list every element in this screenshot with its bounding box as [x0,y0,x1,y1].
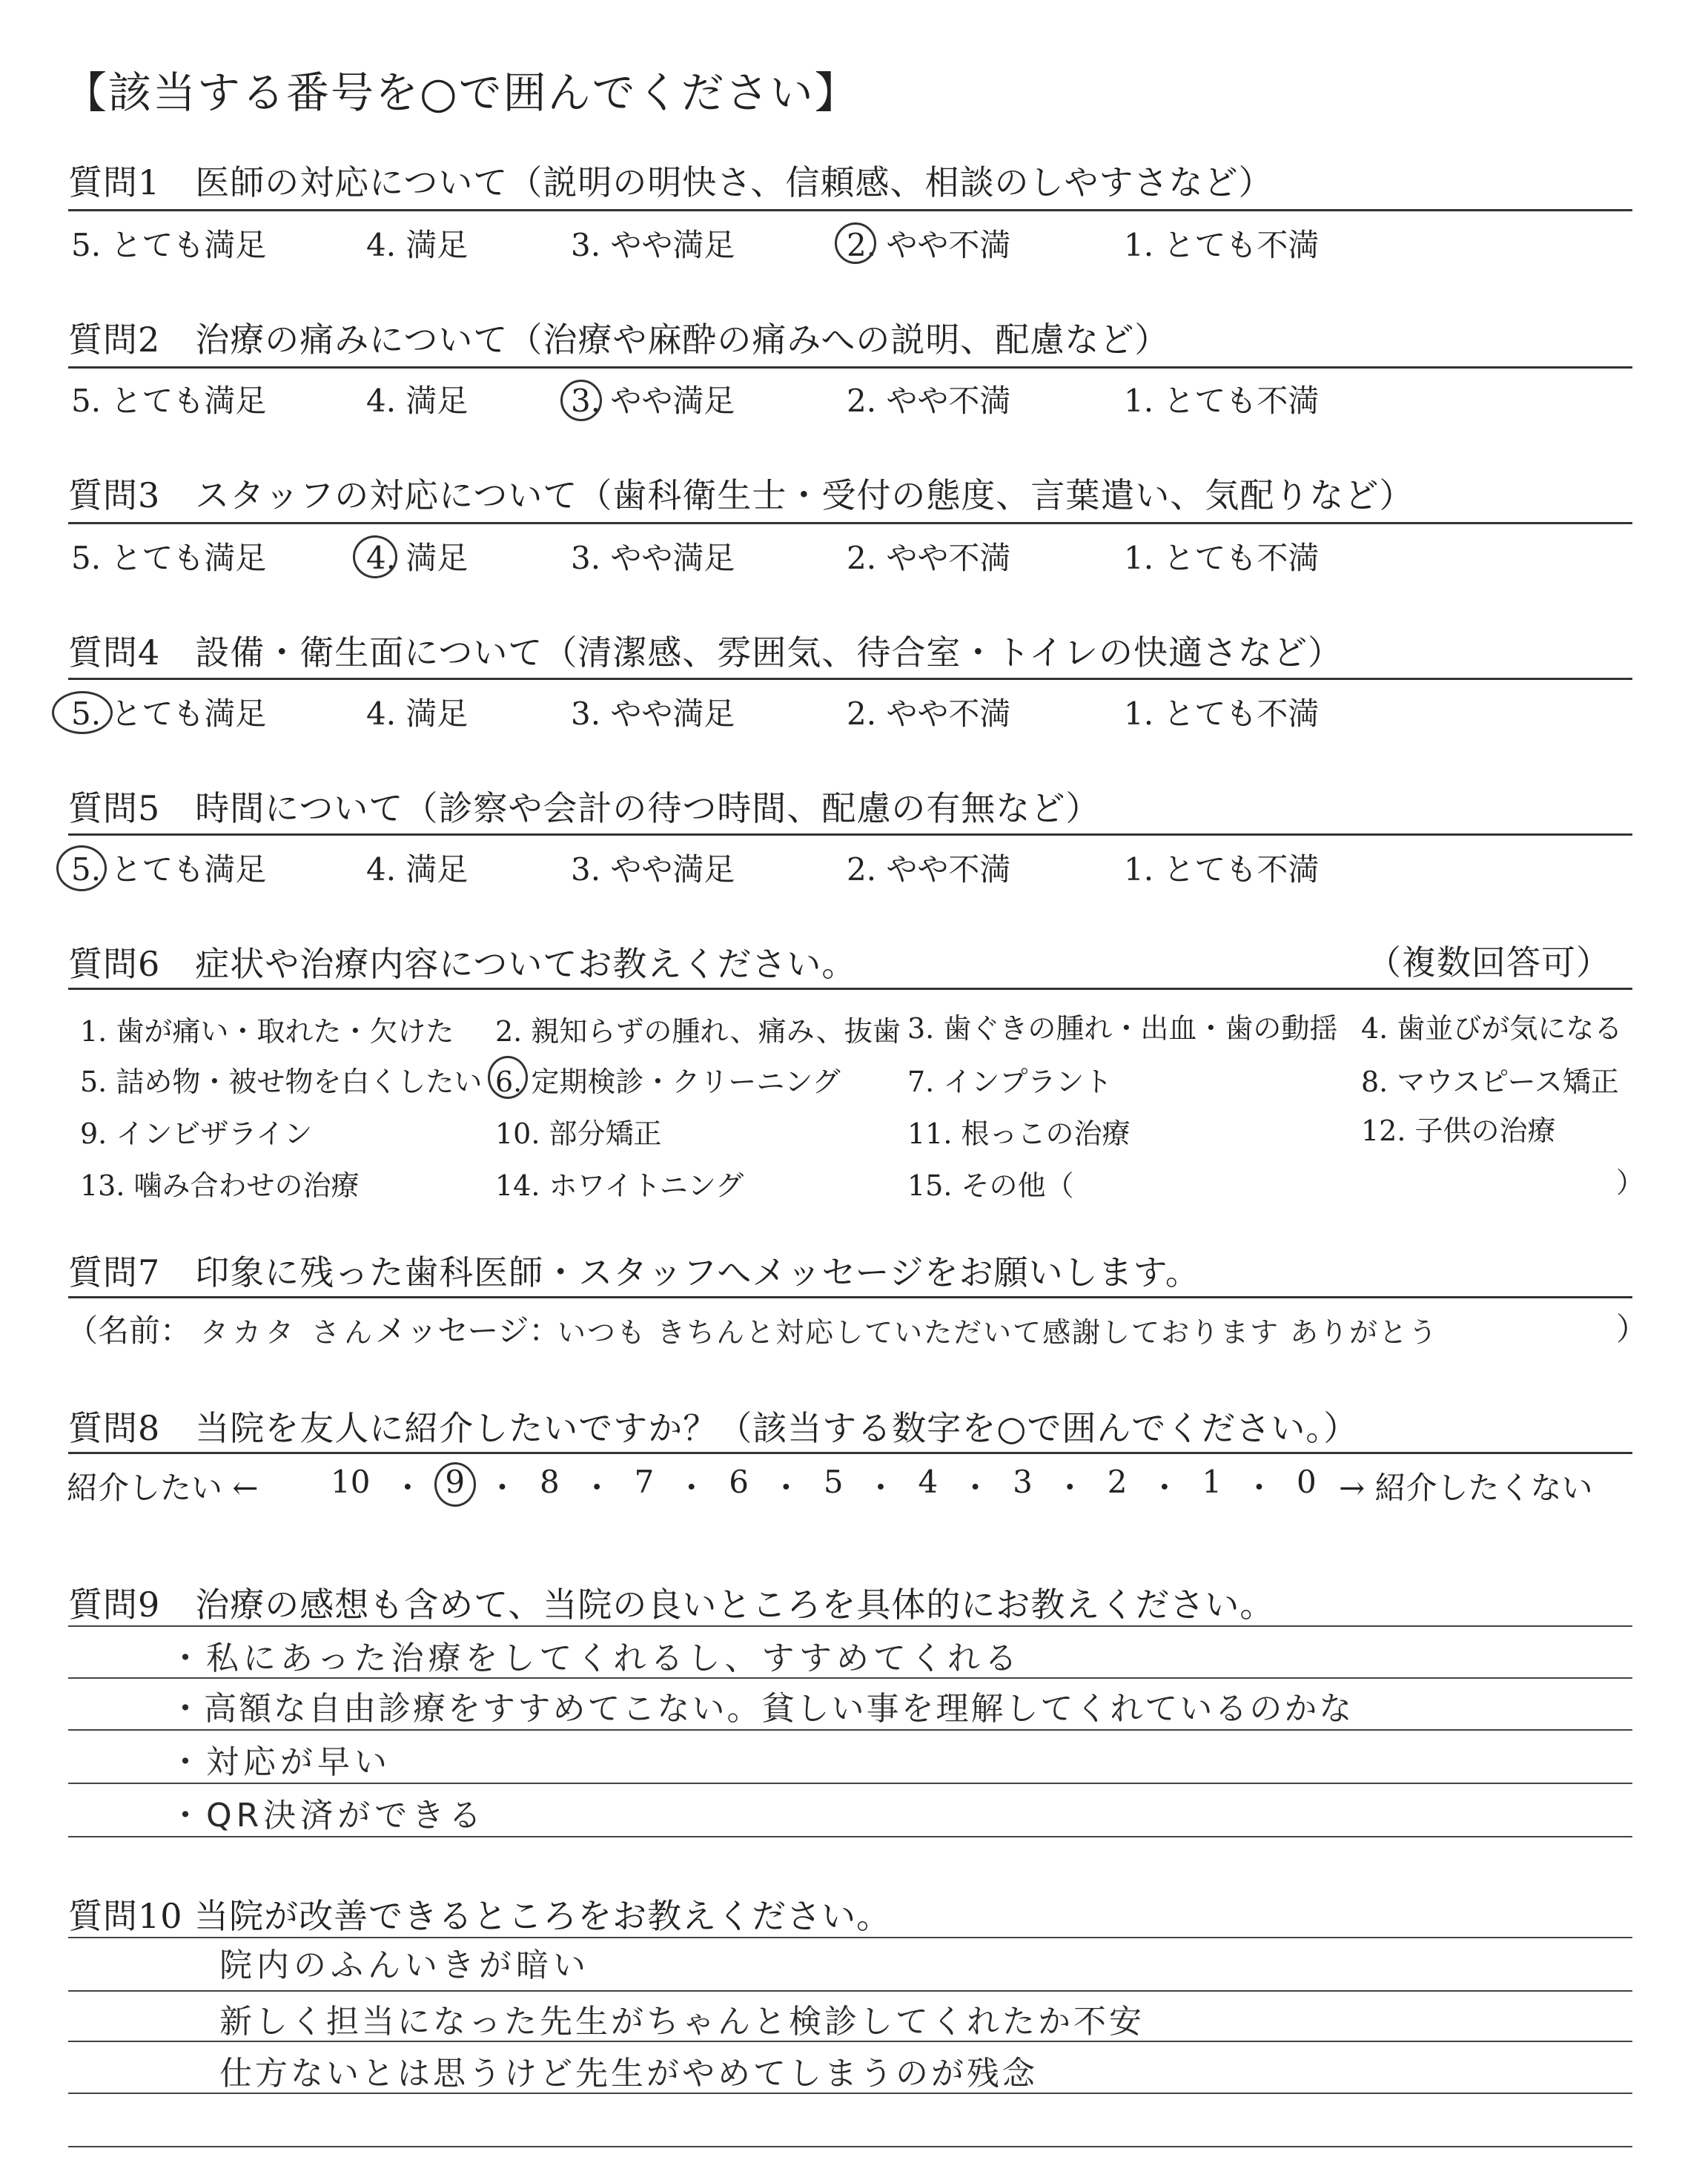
q10-answer-3[interactable]: 仕方ないとは思うけど先生がやめてしまうのが残念 [219,2055,1038,2093]
scale-7[interactable]: 7 [634,1464,655,1500]
q5-option-5[interactable]: 5. とても満足 [71,851,267,888]
q6-option-15[interactable]: 15. その他（ [907,1169,1074,1202]
q6-option-6[interactable]: 6. 定期検診・クリーニング [495,1066,841,1098]
scale-4[interactable]: 4 [918,1464,939,1500]
q4-option-4[interactable]: 4. 満足 [366,696,469,732]
q4-option-2[interactable]: 2. やや不満 [847,696,1011,732]
question-7-label: 質問7 印象に残った歯科医師・スタッフへメッセージをお願いします。 [68,1252,1200,1292]
q6-option-10[interactable]: 10. 部分矯正 [495,1117,662,1150]
selection-circle [52,691,113,734]
q1-option-3[interactable]: 3. やや満足 [571,227,735,263]
divider [68,988,1632,990]
q6-other-close: ） [1616,1166,1645,1199]
message-value[interactable]: いつも きちんと対応していただいて感謝しております ありがとう [557,1316,1439,1349]
scale-dot: ・ [675,1470,707,1506]
question-3-label: 質問3 スタッフの対応について（歯科衛生士・受付の態度、言葉遣い、気配りなど） [68,475,1414,515]
divider [68,209,1632,211]
scale-3[interactable]: 3 [1013,1464,1033,1500]
q6-option-4[interactable]: 4. 歯並びが気になる [1361,1012,1623,1045]
q6-option-3[interactable]: 3. 歯ぐきの腫れ・出血・歯の動揺 [907,1012,1338,1045]
scale-dot: ・ [770,1470,802,1506]
q5-option-2[interactable]: 2. やや不満 [847,851,1011,888]
scale-dot: ・ [865,1470,897,1506]
answer-line [68,1625,1632,1627]
answer-line [68,1783,1632,1784]
q5-option-3[interactable]: 3. やや満足 [571,851,735,888]
q9-answer-1[interactable]: ・私にあった治療をしてくれるし、すすめてくれる [169,1639,1022,1677]
q10-answer-1[interactable]: 院内のふんいきが暗い [219,1946,590,1984]
q1-option-2[interactable]: 2. やや不満 [847,227,1011,263]
question-9-label: 質問9 治療の感想も含めて、当院の良いところを具体的にお教えください。 [68,1585,1275,1625]
divider [68,833,1632,836]
question-1-label: 質問1 医師の対応について（説明の明快さ、信頼感、相談のしやすさなど） [68,162,1274,202]
name-value[interactable]: タカタ さん [200,1316,377,1349]
name-label: （名前： [67,1312,192,1349]
scale-dot: ・ [1054,1470,1086,1506]
question-6-label: 質問6 症状や治療内容についてお教えください。 [68,944,857,984]
scale-dot: ・ [1148,1470,1180,1506]
scale-2[interactable]: 2 [1107,1464,1128,1500]
q6-option-7[interactable]: 7. インプラント [907,1066,1113,1098]
q1-option-5[interactable]: 5. とても満足 [71,227,267,263]
scale-dot: ・ [1243,1470,1275,1506]
scale-6[interactable]: 6 [729,1464,749,1500]
q4-option-1[interactable]: 1. とても不満 [1124,696,1320,732]
answer-line [68,1729,1632,1731]
answer-line [68,1990,1632,1992]
scale-dot: ・ [391,1470,423,1506]
q2-option-2[interactable]: 2. やや不満 [847,383,1011,419]
question-5-label: 質問5 時間について（診察や会計の待つ時間、配慮の有無など） [68,788,1101,828]
divider [68,1296,1632,1298]
scale-1[interactable]: 1 [1202,1464,1222,1500]
selection-circle [434,1462,476,1507]
q3-option-5[interactable]: 5. とても満足 [71,540,267,576]
scale-5[interactable]: 5 [823,1464,844,1500]
q3-option-4[interactable]: 4. 満足 [366,540,469,576]
divider [68,1452,1632,1454]
question-2-label: 質問2 治療の痛みについて（治療や麻酔の痛みへの説明、配慮など） [68,320,1170,360]
q6-option-14[interactable]: 14. ホワイトニング [495,1169,744,1202]
q4-option-3[interactable]: 3. やや満足 [571,696,735,732]
q1-option-4[interactable]: 4. 満足 [366,227,469,263]
message-label: メッセージ： [375,1312,560,1349]
q9-answer-2[interactable]: ・高額な自由診療をすすめてこない。貧しい事を理解してくれているのかな [169,1690,1354,1728]
q3-option-2[interactable]: 2. やや不満 [847,540,1011,576]
scale-0[interactable]: 0 [1296,1464,1317,1500]
recommend-left-label: 紹介したい ← [67,1470,259,1506]
q2-option-5[interactable]: 5. とても満足 [71,383,267,419]
message-close: ） [1616,1311,1648,1347]
q6-option-1[interactable]: 1. 歯が痛い・取れた・欠けた [80,1015,454,1048]
q6-option-2[interactable]: 2. 親知らずの腫れ、痛み、抜歯 [495,1015,901,1048]
answer-line [68,1836,1632,1837]
scale-dot: ・ [959,1470,991,1506]
selection-circle [488,1056,528,1099]
q6-option-13[interactable]: 13. 噛み合わせの治療 [80,1169,360,1202]
selection-circle [560,380,602,421]
q2-option-3[interactable]: 3. やや満足 [571,383,735,419]
scale-dot: ・ [486,1470,518,1506]
recommend-scale [331,1464,1317,1508]
q6-option-5[interactable]: 5. 詰め物・被せ物を白くしたい [80,1066,483,1098]
selection-circle [835,222,876,264]
question-10-label: 質問10 当院が改善できるところをお教えください。 [68,1896,892,1936]
q6-option-9[interactable]: 9. インビザライン [80,1117,313,1150]
q4-option-5[interactable]: 5. とても満足 [71,696,267,732]
q9-answer-4[interactable]: ・QR決済ができる [169,1797,486,1834]
recommend-right-label: → 紹介したくない [1339,1470,1593,1506]
q6-option-11[interactable]: 11. 根っこの治療 [907,1117,1131,1150]
q5-option-1[interactable]: 1. とても不満 [1124,851,1320,888]
q6-option-8[interactable]: 8. マウスピース矯正 [1361,1066,1619,1098]
q9-answer-3[interactable]: ・対応が早い [169,1743,391,1781]
q2-option-1[interactable]: 1. とても不満 [1124,383,1320,419]
q2-option-4[interactable]: 4. 満足 [366,383,469,419]
question-6-note: （複数回答可） [1367,942,1611,982]
q10-answer-2[interactable]: 新しく担当になった先生がちゃんと検診してくれたか不安 [219,2003,1145,2041]
q3-option-1[interactable]: 1. とても不満 [1124,540,1320,576]
q1-option-1[interactable]: 1. とても不満 [1124,227,1320,263]
scale-8[interactable]: 8 [539,1464,560,1500]
scale-dot: ・ [581,1470,613,1506]
scale-10[interactable]: 10 [331,1464,371,1500]
divider [68,366,1632,369]
divider [68,522,1632,524]
q5-option-4[interactable]: 4. 満足 [366,851,469,888]
question-4-label: 質問4 設備・衛生面について（清潔感、雰囲気、待合室・トイレの快適さなど） [68,633,1343,673]
question-8-label: 質問8 当院を友人に紹介したいですか？（該当する数字を○で囲んでください。） [68,1408,1359,1448]
answer-line [68,2146,1632,2147]
divider [68,678,1632,680]
q6-option-12[interactable]: 12. 子供の治療 [1361,1114,1556,1147]
q3-option-3[interactable]: 3. やや満足 [571,540,735,576]
scale-9[interactable]: 9 [445,1464,466,1500]
page-title: 【該当する番号を○で囲んでください】 [64,67,859,118]
selection-circle [56,845,107,891]
selection-circle [353,535,397,578]
